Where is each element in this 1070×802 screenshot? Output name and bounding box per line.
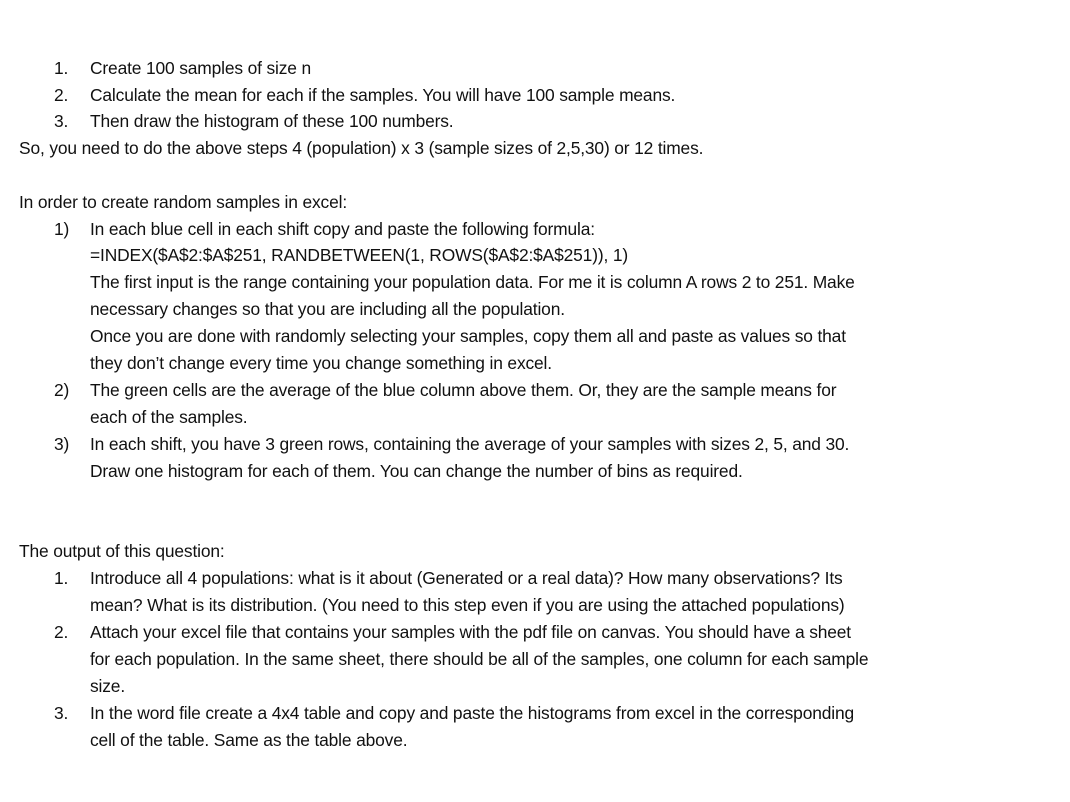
output-text: size.	[90, 676, 126, 696]
list-marker: 3.	[54, 111, 69, 131]
instruction-text: The green cells are the average of the blue column above them. Or, they are the sample means for	[90, 380, 837, 400]
instruction-text: Once you are done with randomly selecting your samples, copy them all and paste as values so that	[90, 326, 846, 346]
list-marker: 1.	[54, 58, 69, 78]
instruction-text: Draw one histogram for each of them. You can change the number of bins as required.	[90, 461, 743, 481]
output-text: cell of the table. Same as the table above.	[90, 730, 408, 750]
output-text: Attach your excel file that contains your samples with the pdf file on canvas. You should have a sheet	[90, 622, 851, 642]
instruction-text: each of the samples.	[90, 407, 248, 427]
output-text: Introduce all 4 populations: what is it about (Generated or a real data)? How many observations? Its	[90, 568, 843, 588]
output-text: for each population. In the same sheet, there should be all of the samples, one column for each sample	[90, 649, 869, 669]
list-marker: 1.	[54, 568, 69, 588]
instruction-text: In each blue cell in each shift copy and paste the following formula:	[90, 219, 595, 239]
instruction-text: In each shift, you have 3 green rows, containing the average of your samples with sizes 2, 5, and 30.	[90, 434, 850, 454]
step-text: Calculate the mean for each if the samples. You will have 100 sample means.	[90, 85, 676, 105]
list-marker: 3.	[54, 703, 69, 723]
step-text: Then draw the histogram of these 100 numbers.	[90, 111, 454, 131]
list-marker: 2)	[54, 380, 70, 400]
list-marker: 2.	[54, 85, 69, 105]
section-heading-output: The output of this question:	[19, 541, 225, 561]
list-marker: 2.	[54, 622, 69, 642]
instruction-text: The first input is the range containing your population data. For me it is column A rows 2 to 251. Make	[90, 272, 855, 292]
instruction-text: necessary changes so that you are including all the population.	[90, 299, 565, 319]
steps-summary: So, you need to do the above steps 4 (population) x 3 (sample sizes of 2,5,30) or 12 times.	[19, 138, 704, 158]
section-heading-random-samples: In order to create random samples in excel:	[19, 192, 347, 212]
excel-formula: =INDEX($A$2:$A$251, RANDBETWEEN(1, ROWS($A$2:$A$251)), 1)	[90, 245, 629, 265]
list-marker: 1)	[54, 219, 70, 239]
output-text: mean? What is its distribution. (You need to this step even if you are using the attached populations)	[90, 595, 845, 615]
output-text: In the word file create a 4x4 table and copy and paste the histograms from excel in the corresponding	[90, 703, 855, 723]
list-marker: 3)	[54, 434, 70, 454]
step-text: Create 100 samples of size n	[90, 58, 312, 78]
instruction-text: they don’t change every time you change something in excel.	[90, 353, 552, 373]
